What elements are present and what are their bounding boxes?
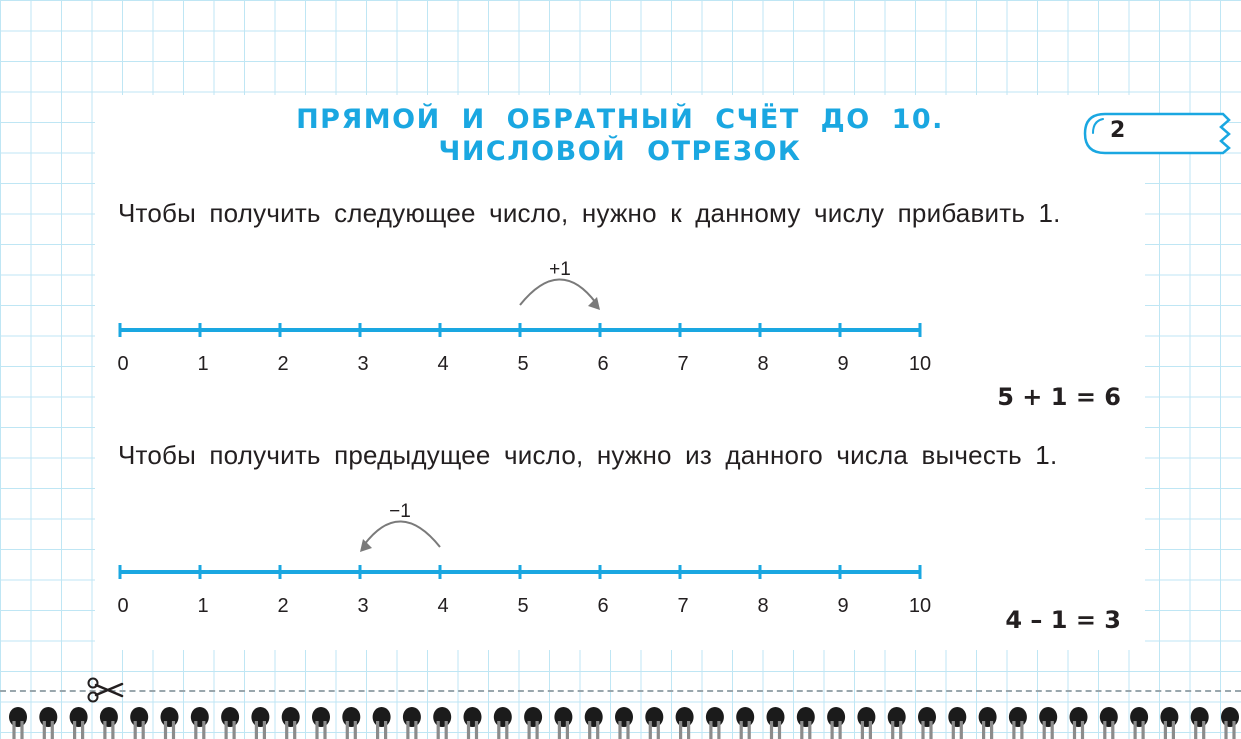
tick-label: 6 (597, 595, 609, 617)
binder-ring-icon (100, 707, 118, 739)
binder-ring-icon (342, 707, 360, 739)
title-line-2: ЧИСЛОВОЙ ОТРЕЗОК (438, 136, 802, 167)
binder-ring-icon (1100, 707, 1118, 739)
binder-ring-icon (827, 707, 845, 739)
tick-label: 5 (517, 353, 529, 375)
tick-label: 10 (908, 353, 932, 375)
binder-ring-icon (251, 707, 269, 739)
binder-ring-icon (797, 707, 815, 739)
tick-label: 9 (837, 353, 849, 375)
tick-label: 7 (677, 595, 689, 617)
binder-ring-icon (918, 707, 936, 739)
arrow-label: +1 (549, 259, 571, 280)
binder-ring-icon (1130, 707, 1148, 739)
tick-label: 6 (597, 353, 609, 375)
tick-label: 0 (117, 353, 129, 375)
binder-ring-icon (221, 707, 239, 739)
binder-ring-icon (191, 707, 209, 739)
addition-equation: 5 + 1 = 6 (997, 383, 1121, 411)
binder-ring-icon (524, 707, 542, 739)
binder-ring-icon (948, 707, 966, 739)
binder-ring-icon (433, 707, 451, 739)
tick-label: 1 (197, 353, 209, 375)
binder-rings (0, 699, 1241, 739)
subtraction-equation: 4 – 1 = 3 (1005, 606, 1121, 634)
binder-ring-icon (888, 707, 906, 739)
plus-one-arrow (520, 259, 600, 310)
binder-ring-icon (39, 707, 57, 739)
page-title (95, 104, 1145, 168)
tick-label: 9 (837, 595, 849, 617)
binder-ring-icon (373, 707, 391, 739)
binder-ring-icon (767, 707, 785, 739)
tick-label: 4 (437, 595, 449, 617)
binder-ring-icon (676, 707, 694, 739)
binder-ring-icon (1160, 707, 1178, 739)
cut-line (0, 690, 1241, 692)
number-line-subtraction (100, 494, 960, 624)
binder-ring-icon (130, 707, 148, 739)
tick-label: 3 (357, 595, 369, 617)
binder-ring-icon (1009, 707, 1027, 739)
binder-ring-icon (312, 707, 330, 739)
binder-ring-icon (585, 707, 603, 739)
binder-ring-icon (161, 707, 179, 739)
binder-ring-icon (706, 707, 724, 739)
tick-label: 5 (517, 595, 529, 617)
tick-label: 8 (757, 353, 769, 375)
binder-ring-icon (979, 707, 997, 739)
line-add (117, 323, 931, 375)
binder-ring-icon (1221, 707, 1239, 739)
binder-ring-icon (282, 707, 300, 739)
binder-ring-icon (403, 707, 421, 739)
binder-ring-icon (615, 707, 633, 739)
binder-ring-icon (857, 707, 875, 739)
subtraction-rule-text: Чтобы получить предыдущее число, нужно из данного числа вычесть 1. (118, 440, 1058, 470)
minus-one-arrow (360, 501, 440, 552)
tick-label: 4 (437, 353, 449, 375)
page-number: 2 (1110, 118, 1126, 143)
binder-ring-icon (9, 707, 27, 739)
tick-label: 2 (277, 595, 289, 617)
tick-label: 2 (277, 353, 289, 375)
tick-label: 0 (117, 595, 129, 617)
tick-label: 7 (677, 353, 689, 375)
binder-ring-icon (645, 707, 663, 739)
binder-ring-icon (1070, 707, 1088, 739)
page-number-tab (1083, 110, 1241, 156)
tick-label: 1 (197, 595, 209, 617)
tick-label: 8 (757, 595, 769, 617)
line-sub (117, 565, 931, 617)
binder-ring-icon (554, 707, 572, 739)
binder-ring-icon (494, 707, 512, 739)
binder-ring-icon (1039, 707, 1057, 739)
tick-label: 10 (908, 595, 932, 617)
tick-label: 3 (357, 353, 369, 375)
number-line-addition (100, 252, 960, 382)
addition-rule-text: Чтобы получить следующее число, нужно к данному числу прибавить 1. (118, 198, 1061, 228)
binder-ring-icon (1191, 707, 1209, 739)
title-line-1: ПРЯМОЙ И ОБРАТНЫЙ СЧЁТ ДО 10. (296, 104, 944, 135)
binder-ring-icon (70, 707, 88, 739)
binder-ring-icon (464, 707, 482, 739)
arrow-label: −1 (389, 501, 411, 522)
binder-ring-icon (736, 707, 754, 739)
